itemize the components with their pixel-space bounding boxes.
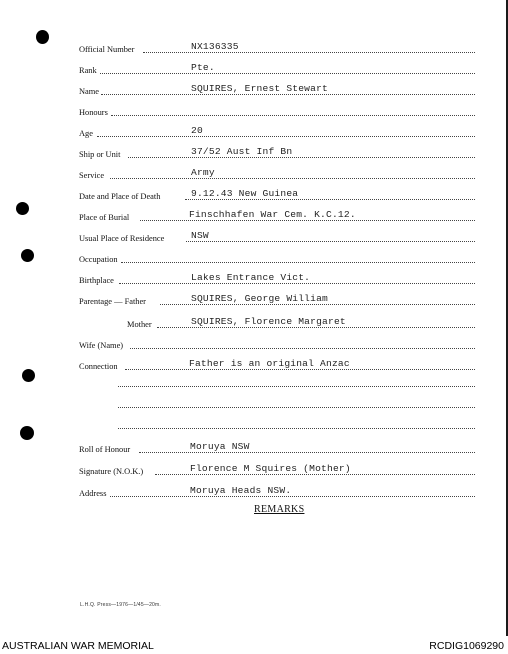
field-value: Lakes Entrance Vict. — [191, 272, 311, 284]
field-value: Florence M Squires (Mother) — [190, 463, 351, 475]
field-label: Usual Place of Residence — [79, 233, 165, 243]
leader-dots — [139, 452, 475, 453]
field-parentage-father — [0, 290, 508, 306]
field-address — [0, 482, 508, 498]
field-place-of-burial — [0, 206, 508, 222]
field-value: 20 — [191, 125, 203, 137]
field-wife — [0, 334, 508, 350]
leader-dots — [186, 241, 475, 242]
leader-dots — [110, 496, 475, 497]
field-label: Wife (Name) — [79, 340, 124, 350]
leader-dots — [111, 115, 475, 116]
field-name — [0, 80, 508, 96]
field-label: Address — [79, 488, 107, 498]
field-label: Honours — [79, 107, 108, 117]
field-parentage-mother — [0, 313, 508, 329]
field-label: Mother — [127, 319, 152, 329]
leader-dots — [121, 262, 475, 263]
field-rank — [0, 59, 508, 75]
field-label: Signature (N.O.K.) — [79, 466, 144, 476]
field-label: Place of Burial — [79, 212, 130, 222]
field-value: SQUIRES, Ernest Stewart — [191, 83, 329, 95]
field-birthplace — [0, 269, 508, 285]
field-value: NX136335 — [191, 41, 239, 53]
field-ship-or-unit — [0, 143, 508, 159]
leader-dots — [155, 474, 475, 475]
field-label: Roll of Honour — [79, 444, 131, 454]
field-honours — [0, 101, 508, 117]
field-label: Rank — [79, 65, 97, 75]
field-age — [0, 122, 508, 138]
field-usual-residence — [0, 227, 508, 243]
field-value: Father is an original Anzac — [189, 358, 350, 370]
field-official-number — [0, 38, 508, 54]
field-value: Finschhafen War Cem. K.C.12. — [189, 209, 356, 221]
leader-dots — [160, 304, 475, 305]
archive-footer — [0, 636, 508, 654]
leader-dots — [110, 178, 475, 179]
leader-dots — [128, 157, 475, 158]
field-occupation — [0, 248, 508, 264]
archive-reference: RCDIG1069290 — [429, 640, 504, 652]
leader-dots — [143, 52, 475, 53]
printer-note: L.H.Q. Press—1976—1/45—20m. — [80, 602, 161, 608]
leader-dots — [140, 220, 475, 221]
leader-dots — [157, 327, 475, 328]
field-date-place-death — [0, 185, 508, 201]
leader-dots — [101, 94, 475, 95]
field-label: Official Number — [79, 44, 135, 54]
field-label: Ship or Unit — [79, 149, 121, 159]
leader-dots — [100, 73, 475, 74]
leader-dots — [119, 283, 475, 284]
field-value: Pte. — [191, 62, 215, 74]
field-service — [0, 164, 508, 180]
remarks-heading: REMARKS — [254, 504, 305, 515]
leader-dots — [125, 369, 475, 370]
field-value: Army — [191, 167, 215, 179]
field-value: NSW — [191, 230, 209, 242]
blank-line — [118, 407, 475, 408]
field-label: Date and Place of Death — [79, 191, 161, 201]
field-value: 37/52 Aust Inf Bn — [191, 146, 293, 158]
field-label: Connection — [79, 361, 118, 371]
field-connection — [0, 355, 508, 371]
field-signature — [0, 460, 508, 476]
field-label: Name — [79, 86, 99, 96]
archive-name: AUSTRALIAN WAR MEMORIAL — [2, 640, 154, 652]
field-value: SQUIRES, George William — [191, 293, 329, 305]
field-value: Moruya NSW — [190, 441, 250, 453]
field-label: Birthplace — [79, 275, 114, 285]
leader-dots — [185, 199, 475, 200]
field-value: Moruya Heads NSW. — [190, 485, 292, 497]
blank-line — [118, 386, 475, 387]
field-value: 9.12.43 New Guinea — [191, 188, 299, 200]
field-roll-of-honour — [0, 438, 508, 454]
field-label: Parentage — Father — [79, 296, 146, 306]
leader-dots — [130, 348, 475, 349]
field-value: SQUIRES, Florence Margaret — [191, 316, 346, 328]
field-label: Service — [79, 170, 105, 180]
field-label: Occupation — [79, 254, 118, 264]
leader-dots — [97, 136, 475, 137]
blank-line — [118, 428, 475, 429]
field-label: Age — [79, 128, 93, 138]
